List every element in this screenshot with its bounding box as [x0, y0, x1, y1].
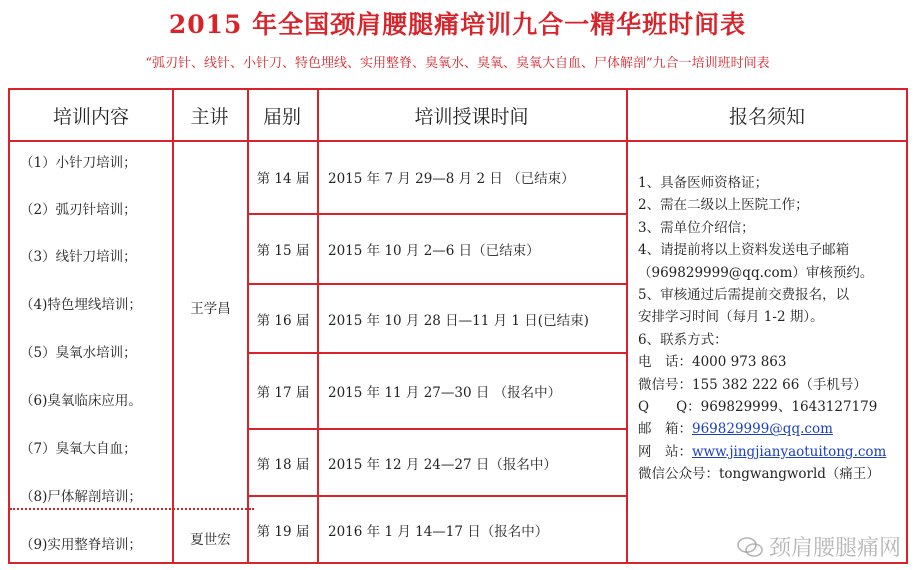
page-subtitle: “弧刃针、线针、小针刀、特色埋线、实用整脊、臭氧水、臭氧、臭氧大自血、尸体解剖”九合一培训班时间表: [145, 56, 770, 71]
contact-phone: [638, 351, 886, 373]
session-time: 2015 年 7 月 29—8 月 2 日 （已结束）: [328, 170, 575, 187]
lecturer-name: 夏世宏: [190, 532, 231, 548]
contact-web: [638, 441, 886, 463]
contact-email: [638, 418, 886, 440]
session-label: 第 17 届: [256, 385, 310, 401]
session-label: 第 16 届: [256, 312, 310, 329]
content-item: （5）臭氧水培训；: [20, 345, 137, 361]
dotted-divider: [10, 508, 254, 510]
page-title: 2015 年全国颈肩腰腿痛培训九合一精华班时间表: [168, 10, 747, 39]
note-3: 3、需单位介绍信；: [638, 219, 755, 236]
header-content: 培训内容: [52, 105, 129, 128]
content-item: （2）弧刃针培训；: [20, 202, 137, 218]
email-label: 邮 箱：: [638, 421, 692, 438]
session-label: 第 18 届: [256, 456, 310, 473]
col-divider: [626, 90, 628, 562]
public-value: tongwangworld（痛王）: [719, 466, 880, 483]
contact-wechat: [638, 374, 886, 396]
session-time: 2015 年 10 月 28 日—11 月 1 日(已结束): [328, 312, 589, 329]
session-label: 第 15 届: [256, 243, 310, 259]
session-label: 第 14 届: [256, 170, 310, 187]
session-time: 2016 年 1 月 14—17 日（报名中）: [328, 523, 549, 540]
note-6: 6、联系方式：: [638, 331, 728, 348]
header-lecturer: 主讲: [190, 105, 229, 128]
watermark-text: 颈肩腰腿痛网: [768, 536, 901, 561]
phone-value: 4000 973 863: [692, 354, 787, 371]
header-notes: 报名须知: [728, 105, 805, 128]
wechat-icon: [737, 536, 763, 558]
contact-public: [638, 463, 886, 485]
note-4b: （969829999@qq.com）审核预约。: [638, 264, 874, 281]
note-5a: 5、审核通过后需提前交费报名，以: [638, 287, 850, 304]
content-item: （6)臭氧临床应用。: [20, 393, 142, 409]
qq-label: Q Q：: [638, 399, 701, 416]
public-label: 微信公众号：: [638, 466, 719, 483]
wechat-label: 微信号：: [638, 376, 692, 393]
email-link[interactable]: 969829999@qq.com: [692, 421, 833, 438]
website-link[interactable]: www.jingjianyaotuitong.com: [692, 443, 887, 460]
session-time: 2015 年 11 月 27—30 日 （报名中）: [328, 385, 562, 401]
phone-label: 电 话：: [638, 354, 692, 371]
content-item: （9)实用整脊培训；: [20, 537, 142, 553]
content-item: （4)特色埋线培训；: [20, 297, 142, 313]
col-divider: [317, 90, 319, 562]
watermark: [737, 531, 901, 562]
content-item: （1）小针刀培训；: [20, 155, 137, 171]
header-time: 培训授课时间: [414, 105, 529, 128]
note-2: 2、需在二级以上医院工作；: [638, 197, 809, 214]
qq-value: 969829999、1643127179: [700, 399, 878, 416]
session-time: 2015 年 10 月 2—6 日（已结束）: [328, 243, 540, 259]
header-session: 届别: [262, 105, 301, 128]
registration-notes: [638, 172, 886, 486]
col-divider: [172, 90, 174, 562]
wechat-value: 155 382 222 66（手机号）: [692, 376, 867, 393]
session-time: 2015 年 12 月 24—27 日（报名中）: [328, 456, 557, 473]
note-5b: 安排学习时间（每月 1-2 期）。: [638, 309, 824, 326]
contact-qq: [638, 396, 886, 418]
lecturer-name: 王学昌: [190, 301, 231, 317]
session-label: 第 19 届: [256, 523, 310, 540]
note-4a: 4、请提前将以上资料发送电子邮箱: [638, 242, 850, 259]
schedule-table: [8, 88, 908, 564]
web-label: 网 站：: [638, 443, 692, 460]
content-item: （8)尸体解剖培训；: [20, 489, 142, 505]
content-item: （3）线针刀培训；: [20, 249, 137, 265]
note-1: 1、具备医师资格证；: [638, 175, 769, 191]
content-item: （7）臭氧大自血；: [20, 441, 137, 457]
